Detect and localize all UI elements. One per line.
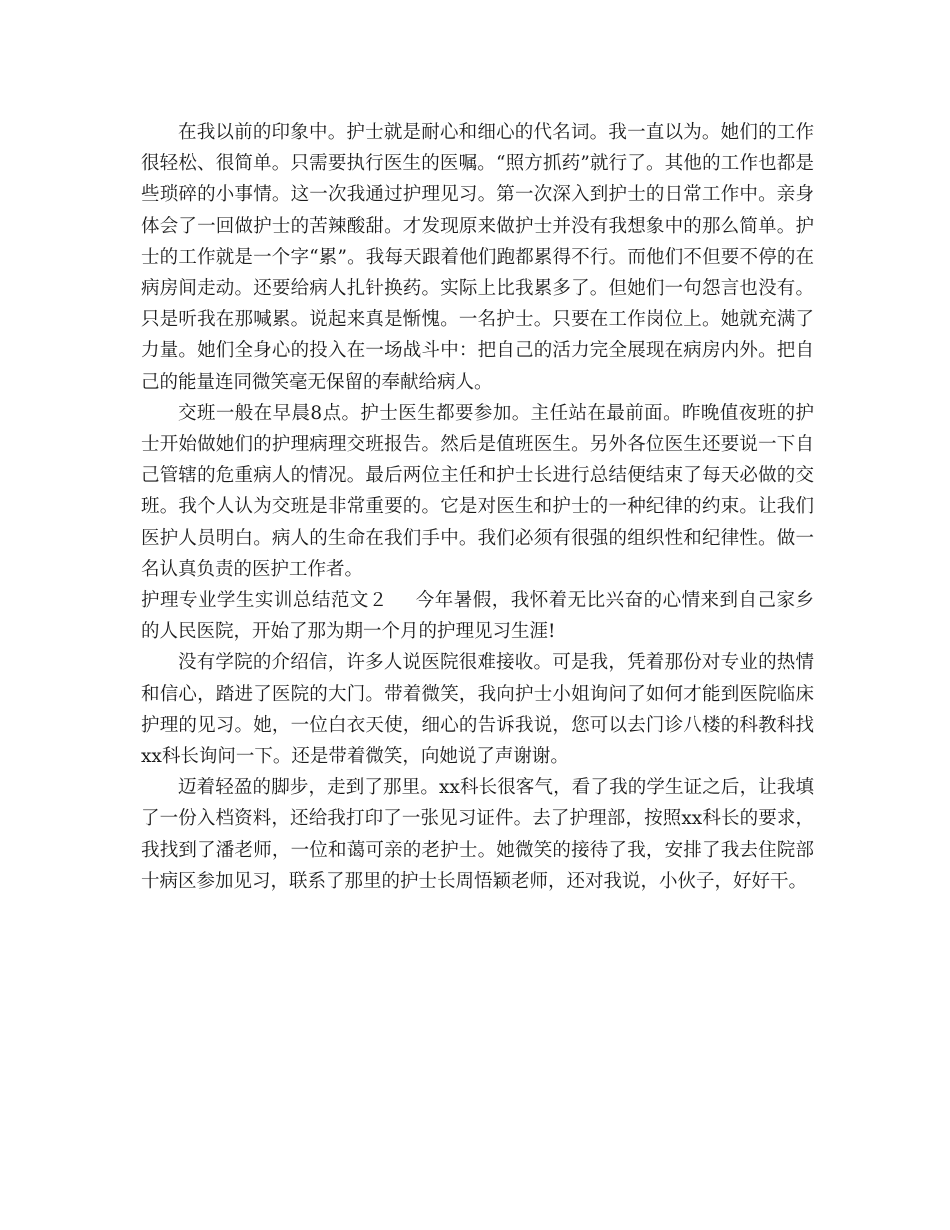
paragraph-hospital-entry: 没有学院的介绍信，许多人说医院很难接收。可是我，凭着那份对专业的热情和信心，踏进了医院的大门。带着微笑，我向护士小姐询问了如何才能到医院临床护理的见习。她，一位白衣天使，细心的告诉我说，您可以去门诊八楼的科教科找xx科长询问一下。还是带着微笑，向她说了声谢谢。 — [141, 652, 814, 768]
document-body — [141, 117, 814, 897]
paragraph-nurse-impression: 在我以前的印象中。护士就是耐心和细心的代名词。我一直以为。她们的工作很轻松、很简单。只需要执行医生的医嘱。“照方抓药”就行了。其他的工作也都是些琐碎的小事情。这一次我通过护理见习。第一次深入到护士的日常工作中。亲身体会了一回做护士的苦辣酸甜。才发现原来做护士并没有我想象中的那么简单。护士的工作就是一个字“累”。我每天跟着他们跑都累得不行。而他们不但要不停的在病房间走动。还要给病人扎针换药。实际上比我累多了。但她们一句怨言也没有。只是听我在那喊累。说起来真是惭愧。一名护士。只要在工作岗位上。她就充满了力量。她们全身心的投入在一场战斗中：把自己的活力完全展现在病房内外。把自己的能量连同微笑毫无保留的奉献给病人。 — [141, 122, 814, 393]
section-intro: 今年暑假，我怀着无比兴奋的心情来到自己家乡的人民医院，开始了那为期一个月的护理见习生涯! — [141, 590, 814, 643]
section-heading: 护理专业学生实训总结范文２ — [141, 590, 388, 612]
section-heading-line — [141, 585, 814, 647]
paragraph-shift-handover: 交班一般在早晨8点。护士医生都要参加。主任站在最前面。昨晚值夜班的护士开始做她们的护理病理交班报告。然后是值班医生。另外各位医生还要说一下自己管辖的危重病人的情况。最后两位主任和护士长进行总结便结束了每天必做的交班。我个人认为交班是非常重要的。它是对医生和护士的一种纪律的约束。让我们医护人员明白。病人的生命在我们手中。我们必须有很强的组织性和纪律性。做一名认真负责的医护工作者。 — [141, 402, 814, 580]
paragraph-internship-arrangement: 迈着轻盈的脚步，走到了那里。xx科长很客气，看了我的学生证之后，让我填了一份入档资料，还给我打印了一张见习证件。去了护理部，按照xx科长的要求，我找到了潘老师，一位和蔼可亲的老护士。她微笑的接待了我，安排了我去住院部十病区参加见习，联系了那里的护士长周悟颖老师，还对我说，小伙子，好好干。 — [141, 777, 814, 892]
